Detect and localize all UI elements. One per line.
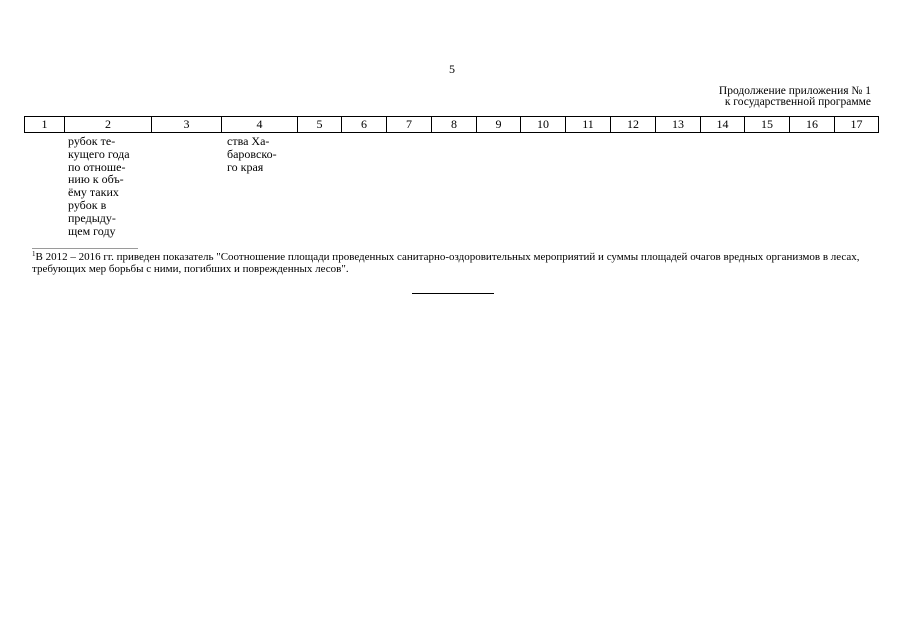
column-number-cell: 3: [152, 117, 222, 133]
column-number-table: [24, 116, 879, 133]
column-number-cell: 15: [745, 117, 790, 133]
column-number-cell: 6: [342, 117, 387, 133]
appendix-continuation-header: [719, 86, 871, 108]
footnote-separator: [32, 248, 138, 249]
column-number-cell: 10: [521, 117, 566, 133]
footnote-marker: 1: [32, 250, 36, 258]
column-number-cell: 12: [611, 117, 656, 133]
appendix-continuation-line1: Продолжение приложения № 1: [718, 85, 871, 97]
column-4-continuation-text: ства Ха- баровско- го края: [227, 134, 277, 174]
column-number-cell: 8: [432, 117, 477, 133]
footnote: [32, 252, 872, 275]
end-of-section-rule: [412, 293, 494, 294]
column-number-row: [25, 117, 879, 133]
column-number-cell: 11: [566, 117, 611, 133]
column-number-cell: 9: [477, 117, 521, 133]
column-number-cell: 1: [25, 117, 65, 133]
column-number-cell: 5: [298, 117, 342, 133]
appendix-continuation-line2: к государственной программе: [724, 96, 871, 108]
column-number-cell: 4: [222, 117, 298, 133]
column-2-continuation-text: рубок те- кущего года по отноше- нию к объ- ёму таких рубок в предыду- щем году: [68, 134, 130, 238]
column-number-cell: 17: [835, 117, 879, 133]
footnote-text: В 2012 – 2016 гг. приведен показатель "Соотношение площади проведенных санитарно-оздоровительных мероприятий и суммы площадей очагов вредных организмов в лесах, требующих мер борьбы с ними, погибших и поврежденных лесов".: [32, 251, 860, 275]
column-number-cell: 13: [656, 117, 701, 133]
column-number-cell: 14: [701, 117, 745, 133]
column-number-cell: 2: [65, 117, 152, 133]
column-number-cell: 7: [387, 117, 432, 133]
column-number-cell: 16: [790, 117, 835, 133]
page-number: 5: [449, 62, 455, 76]
